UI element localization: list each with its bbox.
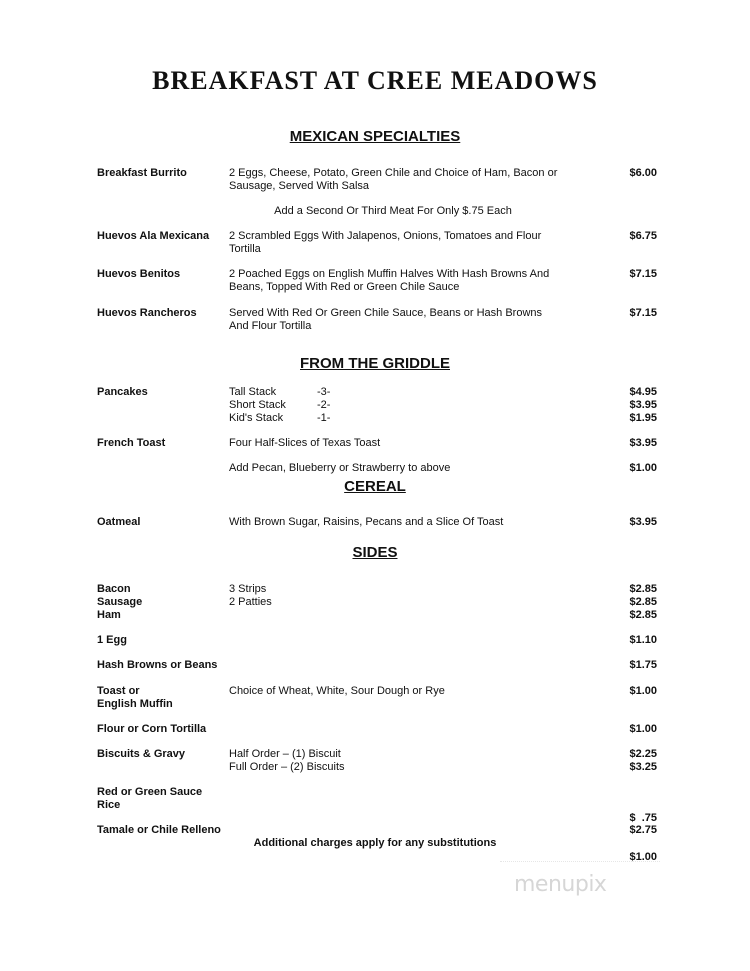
item-price: $1.00 xyxy=(629,685,657,697)
item-names xyxy=(97,685,222,711)
item-name: Huevos Ala Mexicana xyxy=(97,230,210,242)
item-name: French Toast xyxy=(97,437,166,449)
item-price: $7.15 xyxy=(629,268,657,280)
desc-line: Beans, Topped With Red or Green Chile Sauce xyxy=(229,281,460,293)
desc-line: 2 Scrambled Eggs With Jalapenos, Onions, Tomatoes and Flour xyxy=(229,230,542,242)
item-prices xyxy=(629,748,657,774)
desc-line: Sausage, Served With Salsa xyxy=(229,180,370,192)
item-description xyxy=(229,167,569,193)
item-price: $2.75 xyxy=(629,824,657,836)
item-price: $1.00 xyxy=(629,851,657,863)
watermark-rule xyxy=(500,861,660,862)
desc-line: 2 Eggs, Cheese, Potato, Green Chile and Choice of Ham, Bacon or xyxy=(229,167,558,179)
substitution-note: Additional charges apply for any substitutions xyxy=(253,837,497,849)
item-names xyxy=(97,786,222,812)
item-name: Sausage xyxy=(97,596,143,608)
menu-title: BREAKFAST AT CREE MEADOWS xyxy=(152,66,598,95)
item-name: Huevos Rancheros xyxy=(97,307,197,319)
item-name: Biscuits & Gravy xyxy=(97,748,186,760)
item-description xyxy=(229,307,569,333)
item-price: $2.85 xyxy=(629,609,657,621)
item-description xyxy=(229,386,569,425)
desc-line: Tortilla xyxy=(229,243,261,255)
item-description xyxy=(229,230,569,256)
item-name: Huevos Benitos xyxy=(97,268,181,280)
item-description: Full Order – (2) Biscuits xyxy=(229,761,345,773)
item-descriptions xyxy=(229,583,569,609)
stack-count: -2- xyxy=(317,399,331,411)
item-name: Bacon xyxy=(97,583,131,595)
item-price: $1.10 xyxy=(629,634,657,646)
stack-size: Tall Stack xyxy=(229,386,277,398)
item-prices xyxy=(629,386,657,425)
stack-option xyxy=(229,386,569,399)
stack-price: $4.95 xyxy=(629,386,657,398)
extra-meat-note: Add a Second Or Third Meat For Only $.75 Each xyxy=(274,205,512,217)
stack-count: -1- xyxy=(317,412,331,424)
stack-size: Kid's Stack xyxy=(229,412,284,424)
menupix-watermark: menupix xyxy=(514,872,607,897)
stack-count: -3- xyxy=(317,386,331,398)
item-description: With Brown Sugar, Raisins, Pecans and a Slice Of Toast xyxy=(229,516,504,528)
item-name: Breakfast Burrito xyxy=(97,167,187,179)
item-price: $1.75 xyxy=(629,659,657,671)
item-price: $2.25 xyxy=(629,748,657,760)
item-description: 2 Patties xyxy=(229,596,272,608)
item-name: Toast or xyxy=(97,685,140,697)
stack-price: $1.95 xyxy=(629,412,657,424)
desc-line: And Flour Tortilla xyxy=(229,320,312,332)
item-descriptions xyxy=(229,748,569,774)
stack-size: Short Stack xyxy=(229,399,286,411)
item-name: English Muffin xyxy=(97,698,173,710)
item-name: Flour or Corn Tortilla xyxy=(97,723,207,735)
item-price: $ .75 xyxy=(629,812,657,824)
item-prices xyxy=(629,583,657,622)
stack-option xyxy=(229,412,569,425)
item-description: Add Pecan, Blueberry or Strawberry to above xyxy=(229,462,451,474)
item-description xyxy=(229,268,569,294)
item-name: Ham xyxy=(97,609,121,621)
item-price: $3.95 xyxy=(629,437,657,449)
item-price: $2.85 xyxy=(629,596,657,608)
section-heading-mexican: MEXICAN SPECIALTIES xyxy=(289,128,461,145)
item-price: $1.00 xyxy=(629,462,657,474)
item-name: Pancakes xyxy=(97,386,148,398)
item-price: $3.25 xyxy=(629,761,657,773)
item-description: Four Half-Slices of Texas Toast xyxy=(229,437,381,449)
item-name: Tamale or Chile Relleno xyxy=(97,824,221,836)
item-price: $7.15 xyxy=(629,307,657,319)
section-heading-griddle: FROM THE GRIDDLE xyxy=(300,355,450,372)
item-names xyxy=(97,583,222,622)
item-description: Choice of Wheat, White, Sour Dough or Rye xyxy=(229,685,445,697)
desc-line: Served With Red Or Green Chile Sauce, Beans or Hash Browns xyxy=(229,307,543,319)
stack-option xyxy=(229,399,569,412)
item-price: $1.00 xyxy=(629,723,657,735)
section-heading-sides: SIDES xyxy=(352,544,398,561)
stack-price: $3.95 xyxy=(629,399,657,411)
item-price: $6.00 xyxy=(629,167,657,179)
item-description: 3 Strips xyxy=(229,583,267,595)
item-name: Hash Browns or Beans xyxy=(97,659,218,671)
item-name: Red or Green Sauce xyxy=(97,786,203,798)
item-name: Rice xyxy=(97,799,121,811)
item-price: $2.85 xyxy=(629,583,657,595)
desc-line: 2 Poached Eggs on English Muffin Halves With Hash Browns And xyxy=(229,268,550,280)
item-name: 1 Egg xyxy=(97,634,127,646)
item-price: $6.75 xyxy=(629,230,657,242)
item-price: $3.95 xyxy=(629,516,657,528)
item-name: Oatmeal xyxy=(97,516,141,528)
item-description: Half Order – (1) Biscuit xyxy=(229,748,341,760)
section-heading-cereal: CEREAL xyxy=(344,478,406,495)
